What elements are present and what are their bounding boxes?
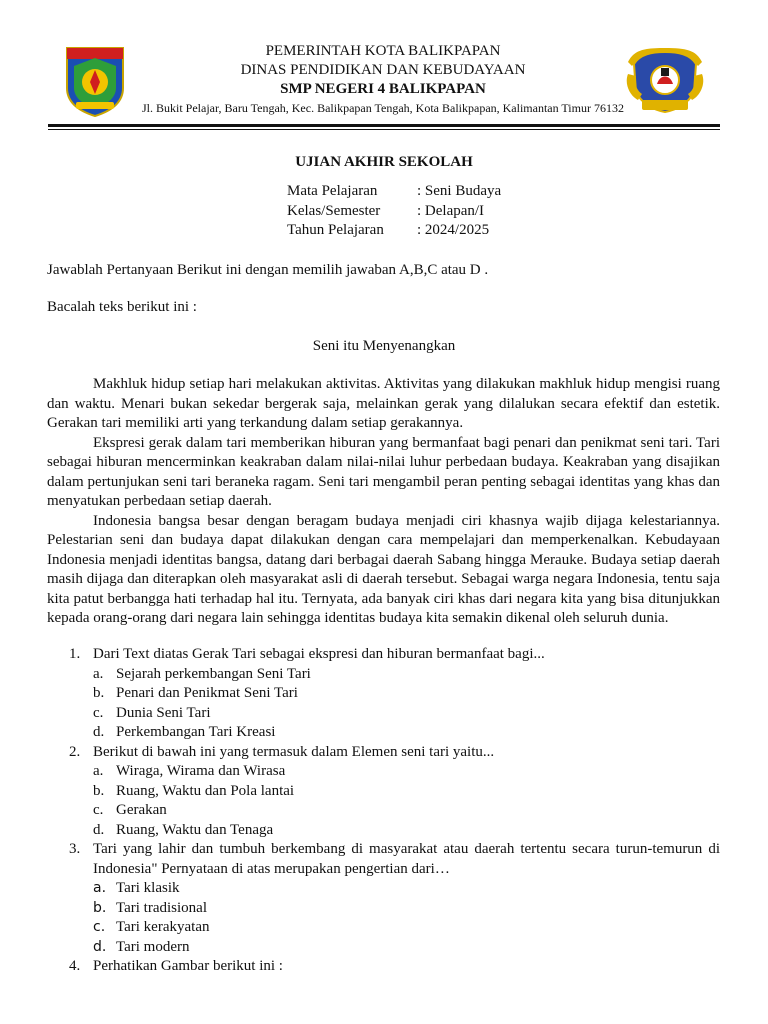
paragraph: Ekspresi gerak dalam tari memberikan hiburan yang bermanfaat bagi penari dan penikmat seni tari. Tari sebagai hiburan mencerminkan keakraban dalam nilai-nilai luhur perbedaan budaya. Keakraban yang disajikan dalam pertunjukan seni tari beraneka ragam. Seni tari mengambil peran penting sebagai identitas yang khas dan menyatukan perbedaan setiap daerah. — [47, 434, 720, 509]
question-number: 1. — [69, 646, 81, 662]
letterhead-department: DINAS PENDIDIKAN DAN KEBUDAYAAN — [240, 62, 526, 78]
letterhead-school: SMP NEGERI 4 BALIKPAPAN — [280, 81, 486, 97]
meta-row — [287, 202, 501, 222]
question-text: Dari Text diatas Gerak Tari sebagai ekspresi dan hiburan bermanfaat bagi... — [93, 646, 545, 662]
exam-meta — [287, 182, 501, 241]
option-text: Ruang, Waktu dan Pola lantai — [116, 782, 295, 799]
option-letter: c. — [93, 919, 106, 935]
answer-option[interactable] — [47, 801, 720, 821]
question-3 — [47, 840, 720, 879]
question-2 — [47, 743, 720, 763]
exam-title: UJIAN AKHIR SEKOLAH — [295, 154, 473, 170]
answer-option[interactable] — [47, 704, 720, 724]
answer-option[interactable] — [47, 899, 720, 919]
option-text: Perkembangan Tari Kreasi — [116, 724, 276, 740]
answer-option[interactable] — [47, 821, 720, 841]
question-1 — [47, 645, 720, 665]
question-text: Berikut di bawah ini yang termasuk dalam Elemen seni tari yaitu... — [93, 743, 495, 760]
option-letter: d. — [93, 938, 107, 955]
letterhead-government: PEMERINTAH KOTA BALIKPAPAN — [265, 43, 501, 59]
meta-value: : 2024/2025 — [417, 222, 490, 238]
kota-balikpapan-logo — [64, 44, 126, 118]
paragraph: Indonesia bangsa besar dengan beragam budaya menjadi ciri khasnya wajib dijaga kelestariannya. Pelestarian seni dan budaya dapat dilakukan dengan cara mempelajari dan memperkenalkan. Kebudayaan Indonesia menjadi identitas bangsa, datang dari berbagai daerah Sabang hingga Merauke. Budaya setiap daerah masih dijaga dan diterapkan oleh masyarakat asli di daerah tersebut. Sebagai warga negara Indonesia, tentu saja kita patut berbangga hati terhadap hal itu. Ternyata, ada banyak ciri khas dari negara kita yang bisa ditunjukkan kepada orang-orang dari negara lain sehingga identitas budaya kita semakin dikenal oleh seluruh dunia. — [47, 512, 720, 626]
option-text: Penari dan Penikmat Seni Tari — [116, 685, 298, 701]
answer-option[interactable] — [47, 684, 720, 704]
meta-key: Mata Pelajaran — [287, 183, 378, 199]
question-number: 2. — [69, 743, 81, 760]
option-text: Tari tradisional — [116, 899, 208, 916]
instruction: Jawablah Pertanyaan Berikut ini dengan memilih jawaban A,B,C atau D . — [47, 262, 489, 278]
question-number: 3. — [69, 841, 81, 857]
option-letter: a. — [93, 763, 104, 779]
answer-option[interactable] — [47, 938, 720, 958]
option-text: Ruang, Waktu dan Tenaga — [116, 821, 274, 838]
letterhead — [140, 42, 626, 117]
option-letter: c. — [93, 802, 104, 818]
answer-option[interactable] — [47, 762, 720, 782]
option-text: Tari modern — [116, 938, 190, 955]
option-text: Dunia Seni Tari — [116, 704, 211, 721]
option-text: Gerakan — [116, 802, 167, 818]
option-text: Sejarah perkembangan Seni Tari — [116, 665, 311, 682]
meta-key: Kelas/Semester — [287, 202, 381, 219]
read-prompt: Bacalah teks berikut ini : — [47, 299, 197, 315]
option-letter: d. — [93, 724, 105, 740]
question-number: 4. — [69, 958, 81, 974]
smp-negeri-4-logo — [624, 44, 706, 116]
meta-value: : Seni Budaya — [417, 183, 502, 199]
answer-option[interactable] — [47, 879, 720, 899]
option-letter: b. — [93, 782, 105, 799]
option-letter: d. — [93, 821, 105, 838]
meta-row — [287, 182, 501, 202]
question-text: Perhatikan Gambar berikut ini : — [93, 958, 283, 974]
option-text: Wiraga, Wirama dan Wirasa — [116, 763, 286, 779]
reading-passage — [47, 375, 720, 629]
question-list — [47, 645, 720, 977]
answer-option[interactable] — [47, 918, 720, 938]
letterhead-address: Jl. Bukit Pelajar, Baru Tengah, Kec. Balikpapan Tengah, Kota Balikpapan, Kalimantan Timur 76132 — [142, 101, 624, 115]
story-title: Seni itu Menyenangkan — [312, 338, 456, 354]
answer-option[interactable] — [47, 723, 720, 743]
option-text: Tari klasik — [116, 880, 180, 896]
option-text: Tari kerakyatan — [116, 919, 210, 935]
meta-value: : Delapan/I — [417, 202, 485, 219]
option-letter: b. — [93, 899, 107, 916]
option-letter: b. — [93, 685, 105, 701]
answer-option[interactable] — [47, 782, 720, 802]
option-letter: c. — [93, 704, 104, 721]
letterhead-rule-thick — [48, 124, 720, 127]
paragraph: Makhluk hidup setiap hari melakukan aktivitas. Aktivitas yang dilakukan makhluk hidup mengisi ruang dan waktu. Menari bukan sekedar bergerak saja, melainkan gerak yang dilalukan secara efektif dan estetik. Gerakan tari memiliki arti yang terkandung dalam setiap gerakannya. — [47, 376, 720, 431]
answer-option[interactable] — [47, 665, 720, 685]
option-letter: a. — [93, 880, 107, 896]
question-text: Tari yang lahir dan tumbuh berkembang di masyarakat atau daerah tertentu secara turun-temurun di Indonesia" Pernyataan di atas merupakan pengertian dari… — [93, 841, 720, 877]
question-4 — [47, 957, 720, 977]
letterhead-rule-thin — [48, 129, 720, 130]
meta-key: Tahun Pelajaran — [287, 222, 384, 238]
option-letter: a. — [93, 665, 104, 682]
meta-row — [287, 221, 501, 241]
